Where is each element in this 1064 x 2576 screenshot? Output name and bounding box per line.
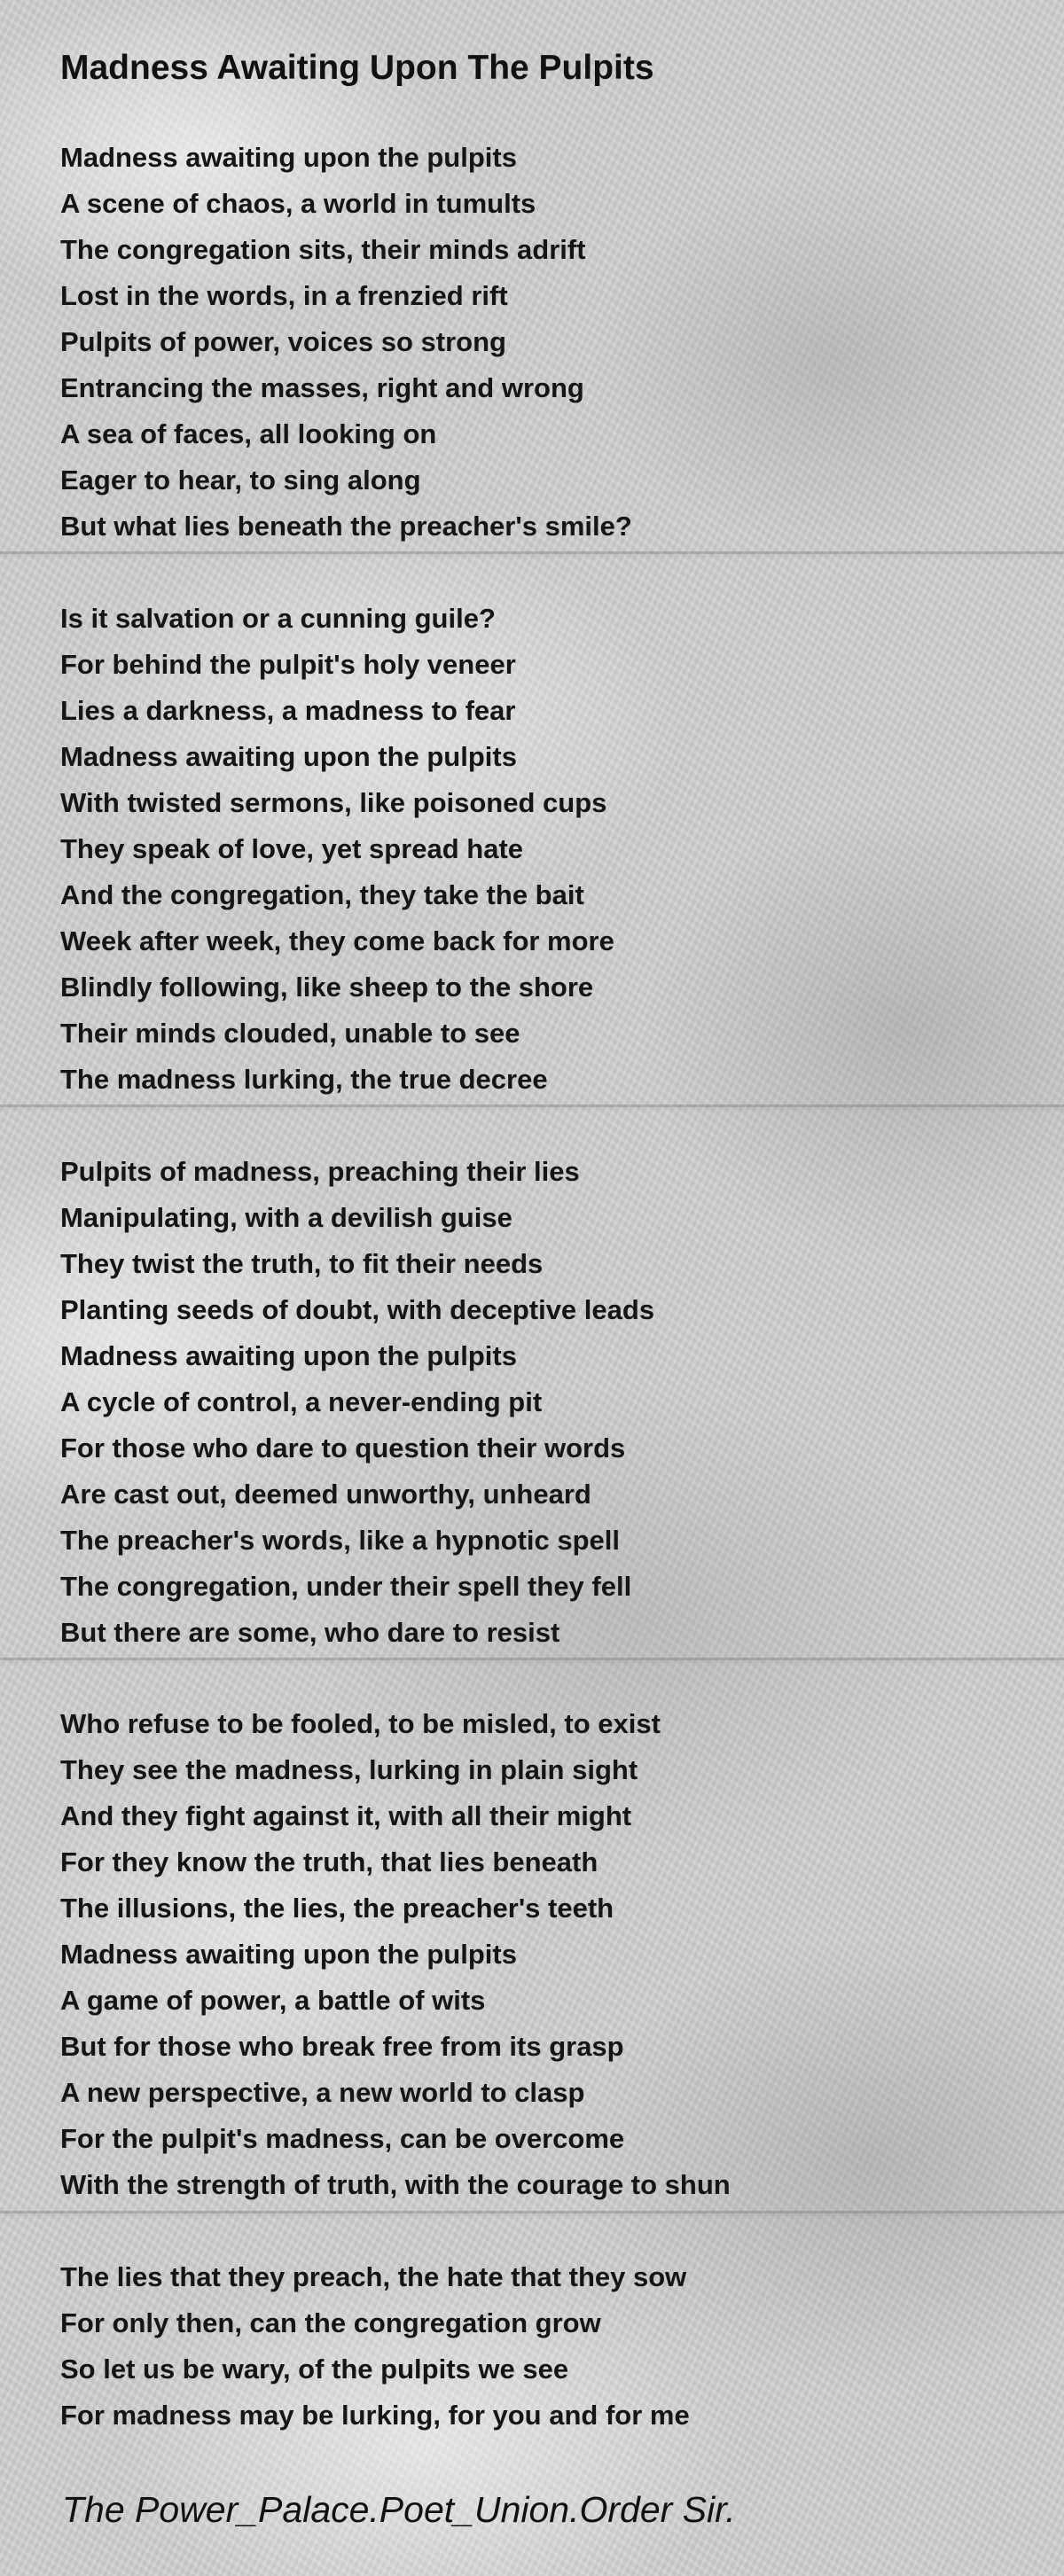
section-divider xyxy=(0,2211,1064,2213)
stanza xyxy=(60,2254,690,2439)
poem-line: Madness awaiting upon the pulpits xyxy=(60,142,517,173)
poem-line: The illusions, the lies, the preacher's teeth xyxy=(60,1893,614,1924)
stanza xyxy=(60,1149,654,1656)
poem-line: Pulpits of madness, preaching their lies xyxy=(60,1156,580,1187)
stanza xyxy=(60,135,632,550)
stanza xyxy=(60,1701,731,2208)
poem-line: Eager to hear, to sing along xyxy=(60,464,421,496)
poem-line: Pulpits of power, voices so strong xyxy=(60,326,506,357)
poem-line: The lies that they preach, the hate that they sow xyxy=(60,2261,687,2292)
poem-line: And they fight against it, with all their might xyxy=(60,1800,632,1831)
poem-line: A sea of faces, all looking on xyxy=(60,418,437,449)
poem-line: The congregation sits, their minds adrift xyxy=(60,234,586,265)
poem-line: Entrancing the masses, right and wrong xyxy=(60,372,584,403)
poem-line: For those who dare to question their words xyxy=(60,1432,626,1464)
poem-line: A cycle of control, a never-ending pit xyxy=(60,1386,543,1417)
section-divider xyxy=(0,551,1064,554)
poem-line: But there are some, who dare to resist xyxy=(60,1617,560,1648)
poem-line: Their minds clouded, unable to see xyxy=(60,1018,520,1049)
poem-line: The congregation, under their spell they fell xyxy=(60,1571,632,1602)
poem-line: For only then, can the congregation grow xyxy=(60,2307,601,2338)
poem-line: They twist the truth, to fit their needs xyxy=(60,1248,544,1279)
poem-author: The Power_Palace.Poet_Union.Order Sir. xyxy=(62,2489,736,2530)
poem-line: With twisted sermons, like poisoned cups xyxy=(60,787,607,818)
poem-line: Are cast out, deemed unworthy, unheard xyxy=(60,1479,591,1510)
section-divider xyxy=(0,1658,1064,1660)
poem-title: Madness Awaiting Upon The Pulpits xyxy=(60,49,654,87)
poem-line: The preacher's words, like a hypnotic spell xyxy=(60,1525,621,1556)
poem-line: For madness may be lurking, for you and for me xyxy=(60,2400,690,2431)
poem-line: But for those who break free from its grasp xyxy=(60,2031,624,2062)
poem-line: Madness awaiting upon the pulpits xyxy=(60,1939,517,1970)
poem-line: Madness awaiting upon the pulpits xyxy=(60,1340,517,1371)
poem-line: They speak of love, yet spread hate xyxy=(60,833,524,864)
poem-line: Who refuse to be fooled, to be misled, to exist xyxy=(60,1708,661,1739)
poem-line: Lost in the words, in a frenzied rift xyxy=(60,280,508,311)
poem-line: And the congregation, they take the bait xyxy=(60,879,584,910)
poem-line: A new perspective, a new world to clasp xyxy=(60,2077,585,2108)
poem-line: Manipulating, with a devilish guise xyxy=(60,1202,512,1233)
stanza xyxy=(60,596,614,1103)
poem-line: For behind the pulpit's holy veneer xyxy=(60,649,516,680)
poem-line: For the pulpit's madness, can be overcome xyxy=(60,2123,625,2154)
poem-line: With the strength of truth, with the courage to shun xyxy=(60,2169,731,2200)
poem-line: The madness lurking, the true decree xyxy=(60,1064,548,1095)
poem-line: A game of power, a battle of wits xyxy=(60,1985,486,2016)
poem-line: Lies a darkness, a madness to fear xyxy=(60,695,516,726)
poem-line: Week after week, they come back for more xyxy=(60,925,614,956)
section-divider xyxy=(0,1105,1064,1107)
poem-line: Is it salvation or a cunning guile? xyxy=(60,603,496,634)
poem-line: For they know the truth, that lies beneath xyxy=(60,1846,598,1877)
poem-line: Planting seeds of doubt, with deceptive leads xyxy=(60,1294,655,1325)
poem-line: They see the madness, lurking in plain sight xyxy=(60,1754,638,1785)
poem-line: But what lies beneath the preacher's smile? xyxy=(60,511,632,542)
poem-line: Madness awaiting upon the pulpits xyxy=(60,741,517,772)
poem-line: Blindly following, like sheep to the shore xyxy=(60,972,594,1003)
poem-line: So let us be wary, of the pulpits we see xyxy=(60,2354,569,2385)
poem-line: A scene of chaos, a world in tumults xyxy=(60,188,536,219)
